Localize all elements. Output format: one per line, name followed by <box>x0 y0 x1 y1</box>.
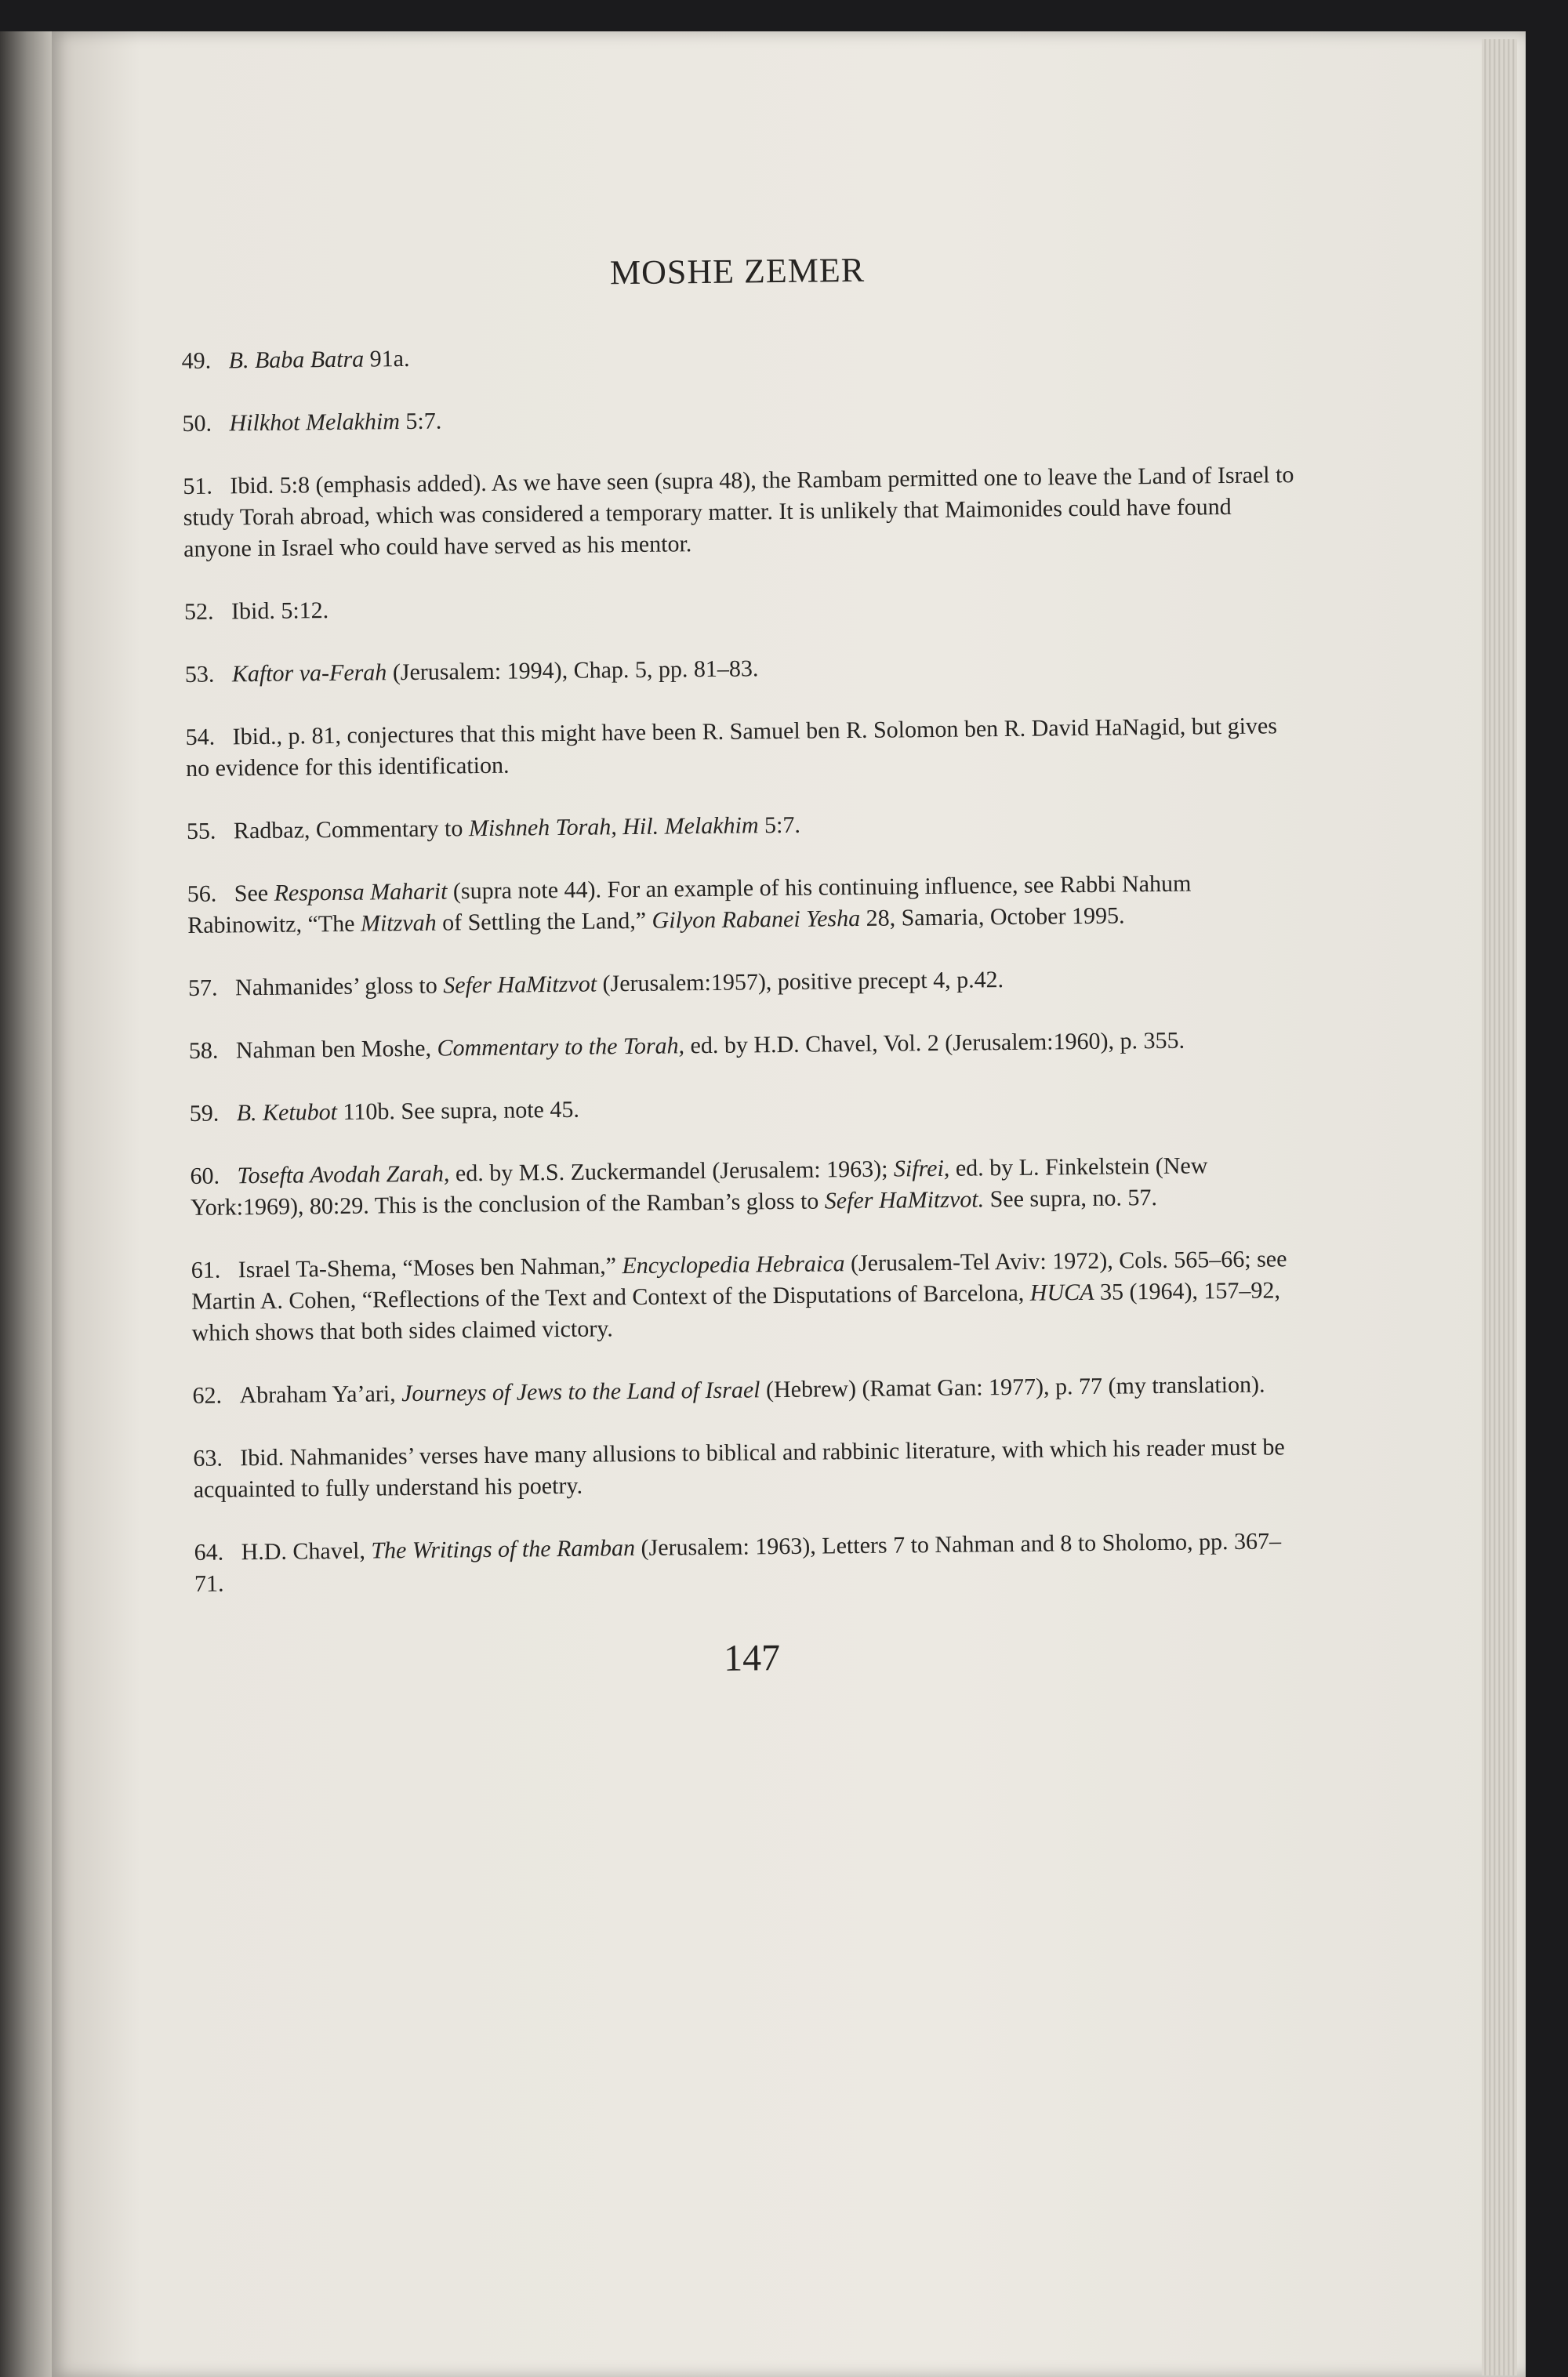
page-text-block <box>180 223 1308 1686</box>
endnote-58: 58. Nahman ben Moshe, Commentary to the Torah, ed. by H.D. Chavel, Vol. 2 (Jerusalem:1960), p. 355. <box>188 1027 1185 1064</box>
endnote-61: 61. Israel Ta-Shema, “Moses ben Nahman,” Encyclopedia Hebraica (Jerusalem-Tel Aviv: 1972), Cols. 565–66; see Martin A. Cohen, “Reflections of the Text and Context of the Disputations of Barcelona, HUCA 35 (1964), 157–92, which shows that both sides claimed victory. <box>191 1246 1287 1346</box>
endnote-57: 57. Nahmanides’ gloss to Sefer HaMitzvot (Jerusalem:1957), positive precept 4, p.42. <box>187 967 1004 1001</box>
facing-page-edge <box>0 31 55 2377</box>
endnote-56: 56. See Responsa Maharit (supra note 44). For an example of his continuing influence, see Rabbi Nahum Rabinowitz, “The Mitzvah of Settling the Land,” Gilyon Rabanei Yesha 28, Samaria, October 1995. <box>187 870 1192 938</box>
running-header: MOSHE ZEMER <box>609 250 866 292</box>
page-stack-edge <box>1482 39 1517 2375</box>
endnote-62: 62. Abraham Ya’ari, Journeys of Jews to the Land of Israel (Hebrew) (Ramat Gan: 1977), p. 77 (my translation). <box>192 1371 1265 1409</box>
endnote-59: 59. B. Ketubot 110b. See supra, note 45. <box>189 1096 580 1127</box>
endnote-51: 51. Ibid. 5:8 (emphasis added). As we have seen (supra 48), the Rambam permitted one to leave the Land of Israel to study Torah abroad, which was considered a temporary matter. It is unlikely that Maimonides could have found anyone in Israel who could have served as his mentor. <box>183 462 1294 562</box>
endnote-53: 53. Kaftor va-Ferah (Jerusalem: 1994), Chap. 5, pp. 81–83. <box>184 655 759 688</box>
endnote-60: 60. Tosefta Avodah Zarah, ed. by M.S. Zuckermandel (Jerusalem: 1963); Sifrei, ed. by L. Finkelstein (New York:1969), 80:29. This is the conclusion of the Ramban’s gloss to Sefer HaMitzvot. See supra, no. 57. <box>190 1152 1208 1221</box>
endnote-55: 55. Radbaz, Commentary to Mishneh Torah, Hil. Melakhim 5:7. <box>186 811 801 844</box>
endnote-50: 50. Hilkhot Melakhim 5:7. <box>182 408 442 437</box>
endnote-52: 52. Ibid. 5:12. <box>183 597 329 625</box>
endnote-54: 54. Ibid., p. 81, conjectures that this might have been R. Samuel ben R. Solomon ben R. David HaNagid, but gives no evidence for this identification. <box>185 713 1278 782</box>
endnote-63: 63. Ibid. Nahmanides’ verses have many allusions to biblical and rabbinic literature, with which his reader must be acquainted to fully understand his poetry. <box>193 1434 1285 1503</box>
endnote-49: 49. B. Baba Batra 91a. <box>181 345 410 374</box>
endnote-64: 64. H.D. Chavel, The Writings of the Ramban (Jerusalem: 1963), Letters 7 to Nahman and 8 to Sholomo, pp. 367–71. <box>194 1528 1282 1597</box>
page-number: 147 <box>723 1637 781 1679</box>
